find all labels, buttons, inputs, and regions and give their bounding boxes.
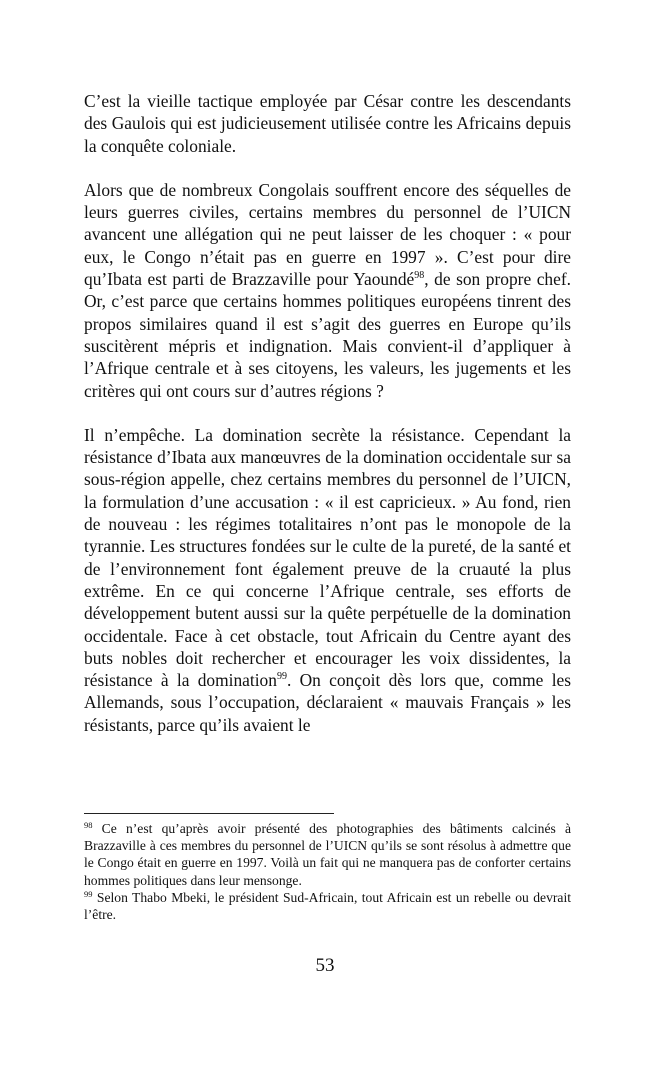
paragraph-2 xyxy=(84,179,571,402)
body-text xyxy=(84,90,571,758)
footnote-ref-99[interactable]: 99 xyxy=(276,671,287,683)
paragraph-text: Alors que de nombreux Congolais souffrent encore des séquelles de leurs guerres civiles, certains membres du personnel de l’UICN avancent une allégation qui ne peut laisser de les choquer : « pour eux, le Congo n’était pas en guerre en 1997 ». C’est pour dire qu’Ibata est parti de Brazzaville pour Yaoundé xyxy=(84,179,571,290)
paragraph-text: . On conçoit dès lors que, comme les Allemands, sous l’occupation, déclaraient « mauvais Français » les résistants, parce qu’ils avaient le xyxy=(84,670,572,735)
footnote-99 xyxy=(84,889,571,923)
paragraph-text: C’est la vieille tactique employée par César contre les descendants des Gaulois qui est judicieusement utilisée contre les Africains depuis la conquête coloniale. xyxy=(84,91,571,156)
footnote-98 xyxy=(84,820,571,889)
paragraph-text: , de son propre chef. Or, c’est parce que certains hommes politiques européens tinrent des propos similaires quand il est s’agit des guerres en Europe qu’ils suscitèrent mépris et indignation. Mais convient-il d’appliquer à l’Afrique centrale et à ses citoyens, les valeurs, les jugements et les critères qui ont cours sur d’autres régions ? xyxy=(84,269,571,401)
footnote-number: 99 xyxy=(84,888,93,899)
paragraph-1 xyxy=(84,90,571,157)
footnote-separator xyxy=(84,813,334,814)
page-number: 53 xyxy=(315,955,335,976)
footnotes xyxy=(84,820,571,923)
footnote-ref-98[interactable]: 98 xyxy=(414,270,425,282)
paragraph-3 xyxy=(84,424,571,736)
footnote-number: 98 xyxy=(84,820,93,830)
footnote-text: Ce n’est qu’après avoir présenté des photographies des bâtiments calcinés à Brazzaville à ces membres du personnel de l’UICN qu’ils se sont résolus à admettre que le Congo était en guerre en 1997. Voilà un fait qui ne manquera pas de conforter certains hommes politiques dans leur mensonge. xyxy=(84,821,571,888)
paragraph-text: Il n’empêche. La domination secrète la résistance. Cependant la résistance d’Ibata aux manœuvres de la domination occidentale sur sa sous-région appelle, chez certains membres du personnel de l’UICN, la formulation d’une accusation : « il est capricieux. » Au fond, rien de nouveau : les régimes totalitaires n’ont pas le monopole de la tyrannie. Les structures fondées sur le culte de la pureté, de la santé et de l’environnement font également preuve de la cruauté la plus extrême. En ce qui concerne l’Afrique centrale, ses efforts de développement butent aussi sur la quête perpétuelle de la domination occidentale. Face à cet obstacle, tout Africain du Centre ayant des buts nobles doit rechercher et encourager les voix dissidentes, la résistance à la domination xyxy=(84,424,571,691)
footnote-text: Selon Thabo Mbeki, le président Sud-Africain, tout Africain est un rebelle ou devrait l’être. xyxy=(84,889,571,923)
